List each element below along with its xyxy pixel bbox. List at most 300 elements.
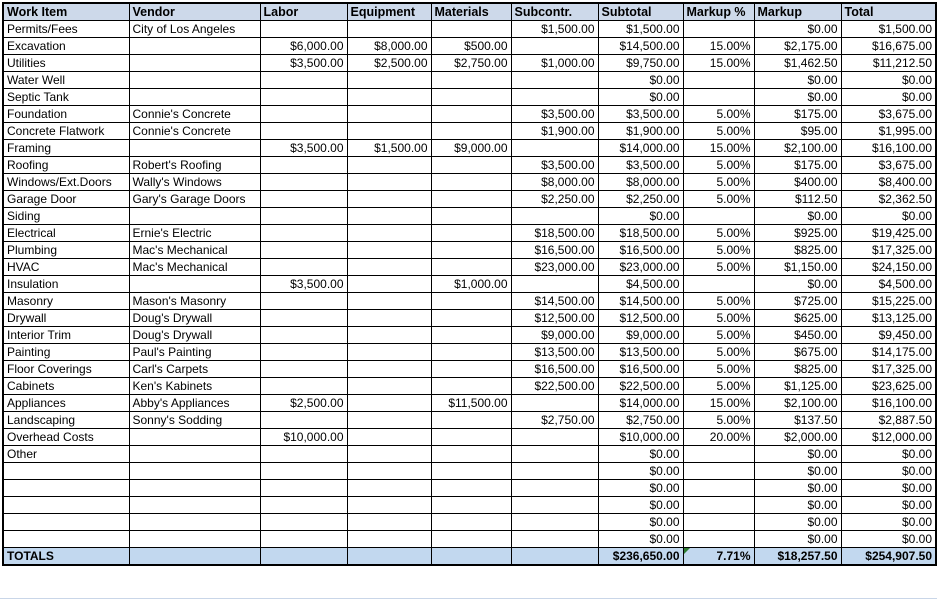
totals-cell-vendor[interactable] (129, 548, 260, 566)
cell-materials[interactable] (431, 89, 511, 106)
cell-vendor[interactable] (129, 429, 260, 446)
cell-equipment[interactable] (347, 72, 431, 89)
cell-labor[interactable] (260, 344, 347, 361)
totals-label[interactable]: TOTALS (3, 548, 129, 566)
cell-labor[interactable]: $3,500.00 (260, 276, 347, 293)
cell-total[interactable]: $0.00 (841, 514, 936, 531)
cell-labor[interactable] (260, 191, 347, 208)
cell-total[interactable]: $0.00 (841, 89, 936, 106)
cell-subtotal[interactable]: $14,500.00 (598, 38, 683, 55)
cell-equipment[interactable]: $8,000.00 (347, 38, 431, 55)
cell-markup[interactable]: $137.50 (754, 412, 841, 429)
cell-markup-pct[interactable]: 5.00% (683, 378, 754, 395)
cell-equipment[interactable] (347, 327, 431, 344)
cell-subcontr[interactable] (511, 276, 598, 293)
cell-vendor[interactable]: Ernie's Electric (129, 225, 260, 242)
cell-materials[interactable]: $500.00 (431, 38, 511, 55)
cell-materials[interactable] (431, 463, 511, 480)
cell-equipment[interactable] (347, 123, 431, 140)
cell-total[interactable]: $0.00 (841, 208, 936, 225)
cell-materials[interactable] (431, 531, 511, 548)
cell-subtotal[interactable]: $3,500.00 (598, 157, 683, 174)
cell-markup[interactable]: $95.00 (754, 123, 841, 140)
cell-markup[interactable]: $0.00 (754, 531, 841, 548)
cell-materials[interactable] (431, 514, 511, 531)
cell-equipment[interactable] (347, 293, 431, 310)
cell-work-item[interactable]: Concrete Flatwork (3, 123, 129, 140)
cell-subcontr[interactable] (511, 497, 598, 514)
cell-subcontr[interactable]: $2,250.00 (511, 191, 598, 208)
cell-materials[interactable] (431, 497, 511, 514)
cell-work-item[interactable]: Insulation (3, 276, 129, 293)
cell-work-item[interactable]: Painting (3, 344, 129, 361)
cell-markup[interactable]: $825.00 (754, 242, 841, 259)
column-header-vendor[interactable]: Vendor (129, 3, 260, 21)
cell-labor[interactable] (260, 259, 347, 276)
cell-labor[interactable]: $3,500.00 (260, 140, 347, 157)
cell-markup[interactable]: $112.50 (754, 191, 841, 208)
cell-labor[interactable] (260, 310, 347, 327)
cell-labor[interactable] (260, 242, 347, 259)
cell-equipment[interactable] (347, 361, 431, 378)
column-header-markup[interactable]: Markup (754, 3, 841, 21)
cell-subcontr[interactable]: $13,500.00 (511, 344, 598, 361)
cell-vendor[interactable]: Wally's Windows (129, 174, 260, 191)
cell-total[interactable]: $4,500.00 (841, 276, 936, 293)
cell-subcontr[interactable]: $18,500.00 (511, 225, 598, 242)
cell-labor[interactable] (260, 361, 347, 378)
cell-subcontr[interactable] (511, 38, 598, 55)
cell-vendor[interactable]: Carl's Carpets (129, 361, 260, 378)
cell-subcontr[interactable]: $8,000.00 (511, 174, 598, 191)
cell-vendor[interactable]: Sonny's Sodding (129, 412, 260, 429)
cell-total[interactable]: $13,125.00 (841, 310, 936, 327)
cell-markup[interactable]: $0.00 (754, 208, 841, 225)
cell-subtotal[interactable]: $8,000.00 (598, 174, 683, 191)
cell-work-item[interactable]: Framing (3, 140, 129, 157)
cell-labor[interactable] (260, 72, 347, 89)
cell-materials[interactable]: $1,000.00 (431, 276, 511, 293)
cell-equipment[interactable] (347, 310, 431, 327)
cell-total[interactable]: $11,212.50 (841, 55, 936, 72)
totals-cell-markup[interactable]: $18,257.50 (754, 548, 841, 566)
cell-markup[interactable]: $0.00 (754, 72, 841, 89)
cell-subcontr[interactable]: $22,500.00 (511, 378, 598, 395)
cell-total[interactable]: $15,225.00 (841, 293, 936, 310)
cell-subcontr[interactable]: $3,500.00 (511, 106, 598, 123)
cell-markup[interactable]: $175.00 (754, 157, 841, 174)
cell-subtotal[interactable]: $10,000.00 (598, 429, 683, 446)
cell-vendor[interactable]: Mac's Mechanical (129, 259, 260, 276)
cell-subtotal[interactable]: $13,500.00 (598, 344, 683, 361)
cell-markup[interactable]: $400.00 (754, 174, 841, 191)
cell-subtotal[interactable]: $0.00 (598, 72, 683, 89)
cell-materials[interactable] (431, 293, 511, 310)
cell-vendor[interactable] (129, 463, 260, 480)
cell-equipment[interactable]: $1,500.00 (347, 140, 431, 157)
cell-total[interactable]: $8,400.00 (841, 174, 936, 191)
cell-vendor[interactable]: City of Los Angeles (129, 21, 260, 38)
cell-subcontr[interactable]: $9,000.00 (511, 327, 598, 344)
cell-subcontr[interactable] (511, 429, 598, 446)
cell-total[interactable]: $0.00 (841, 463, 936, 480)
cell-total[interactable]: $17,325.00 (841, 242, 936, 259)
cell-subtotal[interactable]: $2,250.00 (598, 191, 683, 208)
cell-materials[interactable] (431, 344, 511, 361)
cell-vendor[interactable] (129, 531, 260, 548)
cell-total[interactable]: $1,995.00 (841, 123, 936, 140)
cell-labor[interactable] (260, 208, 347, 225)
cell-vendor[interactable]: Mac's Mechanical (129, 242, 260, 259)
cell-total[interactable]: $16,100.00 (841, 140, 936, 157)
totals-cell-equipment[interactable] (347, 548, 431, 566)
cell-subtotal[interactable]: $0.00 (598, 89, 683, 106)
cell-equipment[interactable] (347, 378, 431, 395)
cell-work-item[interactable] (3, 497, 129, 514)
cell-subtotal[interactable]: $4,500.00 (598, 276, 683, 293)
cell-subtotal[interactable]: $0.00 (598, 497, 683, 514)
cell-markup-pct[interactable]: 5.00% (683, 293, 754, 310)
cell-subtotal[interactable]: $0.00 (598, 514, 683, 531)
cell-markup[interactable]: $2,000.00 (754, 429, 841, 446)
cell-total[interactable]: $9,450.00 (841, 327, 936, 344)
cell-markup[interactable]: $1,462.50 (754, 55, 841, 72)
cell-markup-pct[interactable]: 15.00% (683, 140, 754, 157)
cell-markup[interactable]: $1,125.00 (754, 378, 841, 395)
cell-markup[interactable]: $0.00 (754, 446, 841, 463)
cell-labor[interactable]: $3,500.00 (260, 55, 347, 72)
column-header-subtotal[interactable]: Subtotal (598, 3, 683, 21)
cell-vendor[interactable]: Paul's Painting (129, 344, 260, 361)
cell-equipment[interactable] (347, 531, 431, 548)
cell-total[interactable]: $17,325.00 (841, 361, 936, 378)
cell-labor[interactable] (260, 123, 347, 140)
cell-total[interactable]: $0.00 (841, 531, 936, 548)
cell-labor[interactable]: $6,000.00 (260, 38, 347, 55)
cell-vendor[interactable]: Doug's Drywall (129, 327, 260, 344)
cell-markup-pct[interactable]: 5.00% (683, 412, 754, 429)
cell-work-item[interactable]: Windows/Ext.Doors (3, 174, 129, 191)
cell-total[interactable]: $3,675.00 (841, 106, 936, 123)
cell-total[interactable]: $2,887.50 (841, 412, 936, 429)
cell-work-item[interactable]: Cabinets (3, 378, 129, 395)
cell-work-item[interactable] (3, 531, 129, 548)
cell-markup[interactable]: $675.00 (754, 344, 841, 361)
cell-equipment[interactable] (347, 242, 431, 259)
cell-work-item[interactable] (3, 463, 129, 480)
cell-markup[interactable]: $1,150.00 (754, 259, 841, 276)
cell-work-item[interactable]: Interior Trim (3, 327, 129, 344)
cell-markup-pct[interactable]: 5.00% (683, 242, 754, 259)
cell-materials[interactable]: $9,000.00 (431, 140, 511, 157)
cell-markup-pct[interactable] (683, 72, 754, 89)
cell-labor[interactable] (260, 225, 347, 242)
cell-materials[interactable] (431, 259, 511, 276)
cell-total[interactable]: $2,362.50 (841, 191, 936, 208)
cell-materials[interactable] (431, 310, 511, 327)
cell-vendor[interactable]: Mason's Masonry (129, 293, 260, 310)
cell-materials[interactable] (431, 446, 511, 463)
cell-markup-pct[interactable]: 5.00% (683, 259, 754, 276)
cell-markup[interactable]: $725.00 (754, 293, 841, 310)
cell-markup[interactable]: $0.00 (754, 276, 841, 293)
cell-markup-pct[interactable]: 5.00% (683, 174, 754, 191)
cell-markup[interactable]: $175.00 (754, 106, 841, 123)
column-header-total[interactable]: Total (841, 3, 936, 21)
cell-subcontr[interactable]: $16,500.00 (511, 361, 598, 378)
cell-labor[interactable] (260, 174, 347, 191)
cell-subcontr[interactable] (511, 395, 598, 412)
cell-subtotal[interactable]: $14,000.00 (598, 140, 683, 157)
cell-markup-pct[interactable] (683, 463, 754, 480)
cell-materials[interactable] (431, 429, 511, 446)
cell-subcontr[interactable] (511, 514, 598, 531)
cell-subcontr[interactable] (511, 208, 598, 225)
cell-subtotal[interactable]: $2,750.00 (598, 412, 683, 429)
cell-markup-pct[interactable] (683, 514, 754, 531)
cell-materials[interactable] (431, 157, 511, 174)
cell-subcontr[interactable]: $12,500.00 (511, 310, 598, 327)
cell-markup[interactable]: $2,100.00 (754, 395, 841, 412)
cell-labor[interactable] (260, 157, 347, 174)
cell-labor[interactable] (260, 497, 347, 514)
cell-total[interactable]: $1,500.00 (841, 21, 936, 38)
cell-labor[interactable] (260, 21, 347, 38)
cell-markup[interactable]: $825.00 (754, 361, 841, 378)
cell-subcontr[interactable] (511, 531, 598, 548)
cell-vendor[interactable]: Robert's Roofing (129, 157, 260, 174)
cell-markup-pct[interactable] (683, 480, 754, 497)
totals-cell-labor[interactable] (260, 548, 347, 566)
cell-labor[interactable]: $10,000.00 (260, 429, 347, 446)
cell-subtotal[interactable]: $3,500.00 (598, 106, 683, 123)
cell-vendor[interactable]: Connie's Concrete (129, 106, 260, 123)
cell-total[interactable]: $19,425.00 (841, 225, 936, 242)
cell-subcontr[interactable]: $1,900.00 (511, 123, 598, 140)
cell-total[interactable]: $0.00 (841, 72, 936, 89)
cell-subcontr[interactable] (511, 446, 598, 463)
cell-work-item[interactable]: Garage Door (3, 191, 129, 208)
cell-equipment[interactable] (347, 463, 431, 480)
cell-work-item[interactable]: Electrical (3, 225, 129, 242)
cell-materials[interactable] (431, 106, 511, 123)
cell-labor[interactable] (260, 378, 347, 395)
cell-work-item[interactable]: Other (3, 446, 129, 463)
cell-markup-pct[interactable]: 15.00% (683, 38, 754, 55)
cell-markup[interactable]: $0.00 (754, 497, 841, 514)
totals-cell-total[interactable]: $254,907.50 (841, 548, 936, 566)
cell-labor[interactable] (260, 106, 347, 123)
cell-markup-pct[interactable]: 5.00% (683, 225, 754, 242)
cell-subtotal[interactable]: $16,500.00 (598, 242, 683, 259)
cell-materials[interactable] (431, 72, 511, 89)
cell-work-item[interactable] (3, 480, 129, 497)
totals-cell-subcontr[interactable] (511, 548, 598, 566)
cell-work-item[interactable]: Masonry (3, 293, 129, 310)
cell-equipment[interactable] (347, 514, 431, 531)
cell-subtotal[interactable]: $9,000.00 (598, 327, 683, 344)
cell-work-item[interactable]: Floor Coverings (3, 361, 129, 378)
cell-markup-pct[interactable]: 20.00% (683, 429, 754, 446)
column-header-materials[interactable]: Materials (431, 3, 511, 21)
cell-subcontr[interactable]: $2,750.00 (511, 412, 598, 429)
column-header-equipment[interactable]: Equipment (347, 3, 431, 21)
cell-subcontr[interactable]: $3,500.00 (511, 157, 598, 174)
cell-equipment[interactable] (347, 395, 431, 412)
cell-materials[interactable] (431, 174, 511, 191)
cell-equipment[interactable] (347, 480, 431, 497)
cell-materials[interactable] (431, 361, 511, 378)
cell-labor[interactable] (260, 89, 347, 106)
cell-vendor[interactable]: Doug's Drywall (129, 310, 260, 327)
cell-equipment[interactable] (347, 208, 431, 225)
cell-materials[interactable] (431, 378, 511, 395)
cell-equipment[interactable] (347, 497, 431, 514)
cell-labor[interactable] (260, 327, 347, 344)
cell-work-item[interactable]: Permits/Fees (3, 21, 129, 38)
cell-subtotal[interactable]: $14,500.00 (598, 293, 683, 310)
cell-total[interactable]: $3,675.00 (841, 157, 936, 174)
cell-markup-pct[interactable]: 5.00% (683, 157, 754, 174)
cell-subtotal[interactable]: $0.00 (598, 208, 683, 225)
cell-materials[interactable] (431, 21, 511, 38)
cell-markup-pct[interactable]: 5.00% (683, 106, 754, 123)
cell-labor[interactable]: $2,500.00 (260, 395, 347, 412)
cell-equipment[interactable] (347, 157, 431, 174)
cell-materials[interactable] (431, 480, 511, 497)
cell-total[interactable]: $16,100.00 (841, 395, 936, 412)
cell-vendor[interactable] (129, 276, 260, 293)
cell-vendor[interactable]: Abby's Appliances (129, 395, 260, 412)
cell-subtotal[interactable]: $18,500.00 (598, 225, 683, 242)
cell-markup[interactable]: $2,175.00 (754, 38, 841, 55)
cell-equipment[interactable] (347, 259, 431, 276)
cell-equipment[interactable] (347, 106, 431, 123)
cell-materials[interactable] (431, 123, 511, 140)
cell-labor[interactable] (260, 480, 347, 497)
cell-materials[interactable] (431, 242, 511, 259)
cell-subtotal[interactable]: $1,500.00 (598, 21, 683, 38)
cell-materials[interactable] (431, 191, 511, 208)
cell-markup-pct[interactable]: 5.00% (683, 310, 754, 327)
cell-subcontr[interactable]: $23,000.00 (511, 259, 598, 276)
cell-vendor[interactable] (129, 72, 260, 89)
cell-total[interactable]: $0.00 (841, 497, 936, 514)
totals-cell-subtotal[interactable]: $236,650.00 (598, 548, 683, 566)
totals-cell-materials[interactable] (431, 548, 511, 566)
cell-materials[interactable] (431, 327, 511, 344)
cell-work-item[interactable]: Drywall (3, 310, 129, 327)
cell-subtotal[interactable]: $0.00 (598, 446, 683, 463)
cell-subtotal[interactable]: $16,500.00 (598, 361, 683, 378)
cell-vendor[interactable] (129, 38, 260, 55)
cell-equipment[interactable] (347, 89, 431, 106)
cell-labor[interactable] (260, 293, 347, 310)
cell-total[interactable]: $12,000.00 (841, 429, 936, 446)
cell-markup[interactable]: $925.00 (754, 225, 841, 242)
cell-vendor[interactable] (129, 55, 260, 72)
cell-markup-pct[interactable]: 15.00% (683, 55, 754, 72)
cell-equipment[interactable] (347, 191, 431, 208)
cell-work-item[interactable]: HVAC (3, 259, 129, 276)
cell-labor[interactable] (260, 463, 347, 480)
cell-markup-pct[interactable]: 15.00% (683, 395, 754, 412)
cell-equipment[interactable] (347, 429, 431, 446)
cell-subcontr[interactable] (511, 89, 598, 106)
column-header-work-item[interactable]: Work Item (3, 3, 129, 21)
cell-markup[interactable]: $625.00 (754, 310, 841, 327)
cell-work-item[interactable]: Water Well (3, 72, 129, 89)
cell-equipment[interactable] (347, 21, 431, 38)
cell-total[interactable]: $14,175.00 (841, 344, 936, 361)
cell-vendor[interactable] (129, 514, 260, 531)
cell-labor[interactable] (260, 412, 347, 429)
cell-work-item[interactable]: Excavation (3, 38, 129, 55)
cell-vendor[interactable] (129, 497, 260, 514)
cell-work-item[interactable] (3, 514, 129, 531)
cell-markup-pct[interactable]: 5.00% (683, 191, 754, 208)
cell-work-item[interactable]: Roofing (3, 157, 129, 174)
cell-work-item[interactable]: Overhead Costs (3, 429, 129, 446)
cell-materials[interactable]: $2,750.00 (431, 55, 511, 72)
cell-subtotal[interactable]: $0.00 (598, 531, 683, 548)
cell-markup-pct[interactable]: 5.00% (683, 361, 754, 378)
cell-markup-pct[interactable]: 5.00% (683, 123, 754, 140)
cell-markup-pct[interactable]: 5.00% (683, 344, 754, 361)
cell-total[interactable]: $24,150.00 (841, 259, 936, 276)
cell-equipment[interactable] (347, 225, 431, 242)
cell-total[interactable]: $16,675.00 (841, 38, 936, 55)
cell-markup-pct[interactable]: 5.00% (683, 327, 754, 344)
cell-total[interactable]: $0.00 (841, 446, 936, 463)
cell-markup[interactable]: $0.00 (754, 480, 841, 497)
cell-equipment[interactable] (347, 446, 431, 463)
cell-subtotal[interactable]: $9,750.00 (598, 55, 683, 72)
cell-total[interactable]: $23,625.00 (841, 378, 936, 395)
cell-vendor[interactable] (129, 446, 260, 463)
cell-markup[interactable]: $0.00 (754, 514, 841, 531)
cell-materials[interactable] (431, 208, 511, 225)
cell-vendor[interactable]: Gary's Garage Doors (129, 191, 260, 208)
column-header-markup-pct[interactable]: Markup % (683, 3, 754, 21)
column-header-labor[interactable]: Labor (260, 3, 347, 21)
cell-subtotal[interactable]: $23,000.00 (598, 259, 683, 276)
cell-total[interactable]: $0.00 (841, 480, 936, 497)
cell-materials[interactable] (431, 225, 511, 242)
cell-work-item[interactable]: Foundation (3, 106, 129, 123)
cell-subcontr[interactable] (511, 463, 598, 480)
cell-work-item[interactable]: Landscaping (3, 412, 129, 429)
cell-materials[interactable] (431, 412, 511, 429)
cell-markup[interactable]: $0.00 (754, 21, 841, 38)
cell-markup-pct[interactable] (683, 497, 754, 514)
cell-labor[interactable] (260, 514, 347, 531)
cell-markup-pct[interactable] (683, 89, 754, 106)
cell-equipment[interactable]: $2,500.00 (347, 55, 431, 72)
cell-subtotal[interactable]: $0.00 (598, 463, 683, 480)
cell-markup-pct[interactable] (683, 446, 754, 463)
cell-subcontr[interactable] (511, 72, 598, 89)
cell-work-item[interactable]: Siding (3, 208, 129, 225)
cell-vendor[interactable] (129, 89, 260, 106)
cell-work-item[interactable]: Plumbing (3, 242, 129, 259)
column-header-subcontr[interactable]: Subcontr. (511, 3, 598, 21)
cell-labor[interactable] (260, 531, 347, 548)
cell-markup-pct[interactable] (683, 21, 754, 38)
cell-work-item[interactable]: Appliances (3, 395, 129, 412)
cell-markup[interactable]: $2,100.00 (754, 140, 841, 157)
cell-markup[interactable]: $450.00 (754, 327, 841, 344)
